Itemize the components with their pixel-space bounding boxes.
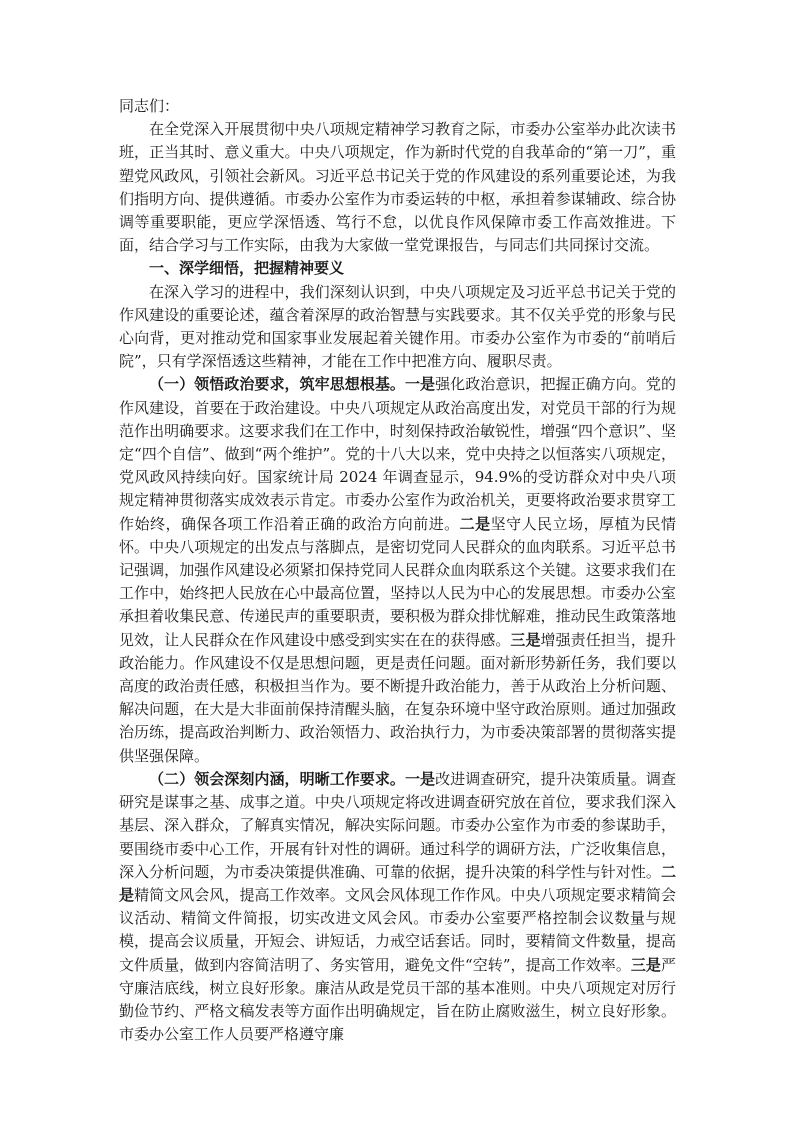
point-text: 精简文风会风，提高工作效率。文风会风体现工作作风。中央八项规定要求精简会议活动、精简文件简报，切实改进文风会风。市委办公室要严格控制会议数量与规模，提高会议质量，开短会、讲短话，力戒空话套话。同时，要精简文件数量，提高文件质量，做到内容简洁明了、务实管用，避免文件“空转”，提高工作效率。 xyxy=(119,885,676,974)
point-text: 严守廉洁底线，树立良好形象。廉洁从政是党员干部的基本准则。中央八项规定对厉行勤俭节约、严格文稿发表等方面作出明确规定，旨在防止腐败滋生，树立良好形象。市委办公室工作人员要严格遵守廉 xyxy=(119,955,676,1044)
point-text: 坚守人民立场，厚植为民情怀。中央八项规定的出发点与落脚点，是密切党同人民群众的血肉联系。习近平总书记强调，加强作风建设必须紧扣保持党同人民群众血肉联系这个关键。这要求我们在工作中，始终把人民放在心中最高位置，坚持以人民为中心的发展思想。市委办公室承担着收集民意、传递民声的重要职责，要积极为群众排忧解难，推动民生政策落地见效，让人民群众在作风建设中感受到实实在在的获得感。 xyxy=(119,514,676,649)
point-marker: 三是 xyxy=(510,630,541,649)
point-text: 增强责任担当，提升政治能力。作风建设不仅是思想问题，更是责任问题。面对新形势新任务，我们要以高度的政治责任感，积极担当作为。要不断提升政治能力，善于从政治上分析问题、解决问题，在大是大非面前保持清醒头脑，在复杂环境中坚守政治原则。通过加强政治历练，提高政治判断力、政治领悟力、政治执行力，为市委决策部署的贯彻落实提供坚强保障。 xyxy=(119,630,676,765)
section-heading: 一、深学细悟，把握精神要义 xyxy=(149,259,345,278)
point-marker: 三是 xyxy=(630,955,661,974)
subsection-1-heading: （一）领悟政治要求，筑牢思想根基。 xyxy=(149,375,405,394)
point-marker: 二是 xyxy=(459,514,491,533)
intro-paragraph: 在全党深入开展贯彻中央八项规定精神学习教育之际，市委办公室举办此次读书班，正当其时、意义重大。中央八项规定，作为新时代党的自我革命的“第一刀”，重塑党风政风，引领社会新风。习近平总书记关于党的作风建设的系列重要论述，为我们指明方向、提供遵循。市委办公室作为市委运转的中枢，承担着参谋辅政、综合协调等重要职能，更应学深悟透、笃行不怠，以优良作风保障市委工作高效推进。下面，结合学习与工作实际，由我为大家做一堂党课报告，与同志们共同探讨交流。 xyxy=(119,120,676,255)
salutation: 同志们： xyxy=(119,97,180,115)
subsection-2-heading: （二）领会深刻内涵，明晰工作要求。 xyxy=(149,769,405,788)
document-page xyxy=(119,95,676,1046)
subsection-2-paragraph xyxy=(119,768,676,1046)
point-text: 强化政治意识，把握正确方向。党的作风建设，首要在于政治建设。中央八项规定从政治高度出发，对党员干部的行为规范作出明确要求。这要求我们在工作中，时刻保持政治敏锐性，增强“四个意识”、坚定“四个自信”、做到“两个维护”。党的十八大以来，党中央持之以恒落实八项规定，党风政风持续向好。国家统计局 2024 年调查显示，94.9%的受访群众对中央八项规定精神贯彻落实成效表示肯定。市委办公室作为政治机关，更要将政治要求贯穿工作始终，确保各项工作沿着正确的政治方向前进。 xyxy=(119,375,676,533)
point-marker: 一是 xyxy=(404,375,436,394)
point-text: 改进调查研究，提升决策质量。调查研究是谋事之基、成事之道。中央八项规定将改进调查研究放在首位，要求我们深入基层、深入群众，了解真实情况，解决实际问题。市委办公室作为市委的参谋助手，要围绕市委中心工作，开展有针对性的调研。通过科学的调研方法，广泛收集信息，深入分析问题，为市委决策提供准确、可靠的依据，提升决策的科学性与针对性。 xyxy=(119,769,676,881)
point-marker: 二是 xyxy=(119,862,676,904)
point-marker: 一是 xyxy=(404,769,436,788)
section-intro-paragraph: 在深入学习的进程中，我们深刻认识到，中央八项规定及习近平总书记关于党的作风建设的重要论述，蕴含着深厚的政治智慧与实践要求。其不仅关乎党的形象与民心向背，更对推动党和国家事业发展起着关键作用。市委办公室作为市委的“前哨后院”，只有学深悟透这些精神，才能在工作中把准方向、履职尽责。 xyxy=(119,282,676,371)
subsection-1-paragraph xyxy=(119,373,676,767)
